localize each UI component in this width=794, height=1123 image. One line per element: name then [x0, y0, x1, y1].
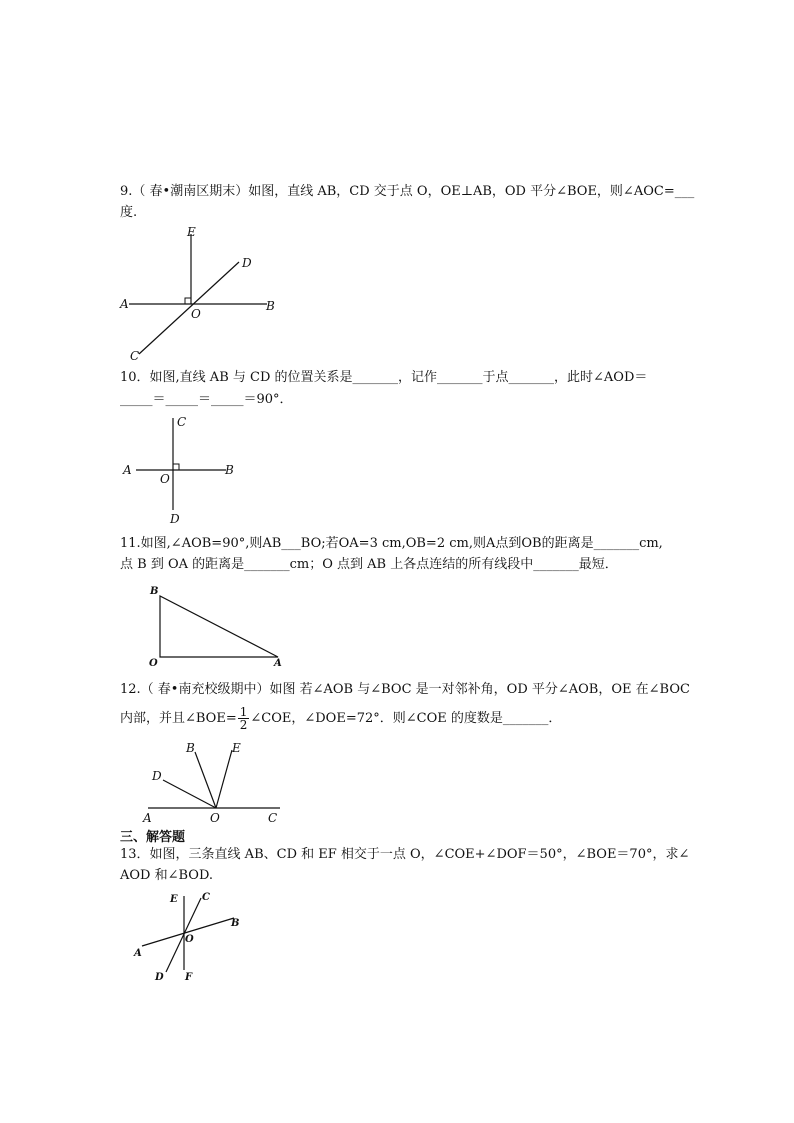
q9-text-line2: 度.	[120, 205, 138, 220]
q12-fraction-denominator: 2	[239, 718, 248, 732]
q10-text-line1: 10．如图,直线 AB 与 CD 的位置关系是_______，记作_______于点_______，此时∠AOD＝	[120, 370, 648, 385]
q11-label-A: A	[274, 658, 282, 669]
q9-label-B: B	[266, 299, 275, 313]
q13-text-line2: AOD 和∠BOD.	[120, 868, 214, 883]
q10-text-line2: _____＝_____＝_____＝90°．	[120, 392, 293, 407]
q10-figure	[118, 410, 243, 530]
q13-figure	[128, 888, 248, 988]
q10-label-B: B	[225, 463, 234, 477]
q9-figure	[115, 222, 285, 364]
q11-figure	[140, 578, 295, 673]
q12-text-post: ∠COE，∠DOE=72°．则∠COE 的度数是_______．	[250, 711, 562, 726]
q11-text-line2: 点 B 到 OA 的距离是_______cm；O 点到 AB 上各点连结的所有线段中_______最短．	[120, 557, 618, 572]
q11-label-B: B	[150, 586, 159, 597]
q9-label-E: E	[187, 225, 196, 239]
q13-label-D: D	[155, 972, 164, 983]
q13-label-O: O	[185, 934, 194, 945]
q11-label-O: O	[149, 658, 158, 669]
q9-label-O: O	[191, 307, 201, 321]
section-heading: 三、解答题	[120, 830, 186, 845]
q13-label-A: A	[134, 948, 142, 959]
q12-label-O: O	[210, 811, 220, 825]
q12-label-D: D	[152, 769, 162, 783]
q9-label-C: C	[130, 349, 140, 363]
q12-label-E: E	[232, 741, 241, 755]
q13-label-E: E	[170, 894, 178, 905]
q10-label-A: A	[123, 463, 132, 477]
q12-fraction	[238, 706, 250, 731]
q12-figure	[136, 738, 286, 826]
q12-text-line2	[120, 706, 561, 731]
q11-text-line1: 11.如图,∠AOB=90°,则AB___BO;若OA=3 cm,OB=2 cm,则A点到OB的距离是_______cm,	[120, 536, 663, 551]
q12-fraction-numerator: 1	[239, 705, 248, 719]
q13-text-line1: 13．如图，三条直线 AB、CD 和 EF 相交于一点 O，∠COE+∠DOF＝50°，∠BOE＝70°，求∠	[120, 847, 690, 862]
q9-text-line1: 9.（ 春•潮南区期末）如图，直线 AB，CD 交于点 O，OE⊥AB，OD 平分∠BOE，则∠AOC=___	[120, 184, 695, 199]
q13-label-B: B	[231, 918, 240, 929]
q9-label-A: A	[120, 297, 129, 311]
q12-text-pre: 内部，并且∠BOE=	[120, 711, 237, 726]
q12-label-B: B	[186, 741, 195, 755]
q12-label-A: A	[143, 811, 152, 825]
q10-label-D: D	[170, 512, 180, 526]
q10-label-O: O	[160, 472, 170, 486]
q12-label-C: C	[268, 811, 278, 825]
q12-text-line1: 12.（ 春•南充校级期中）如图 若∠AOB 与∠BOC 是一对邻补角，OD 平分∠AOB，OE 在∠BOC	[120, 682, 690, 697]
q9-label-D: D	[242, 256, 252, 270]
q13-label-F: F	[185, 972, 193, 983]
q10-label-C: C	[177, 415, 187, 429]
q13-label-C: C	[202, 892, 210, 903]
